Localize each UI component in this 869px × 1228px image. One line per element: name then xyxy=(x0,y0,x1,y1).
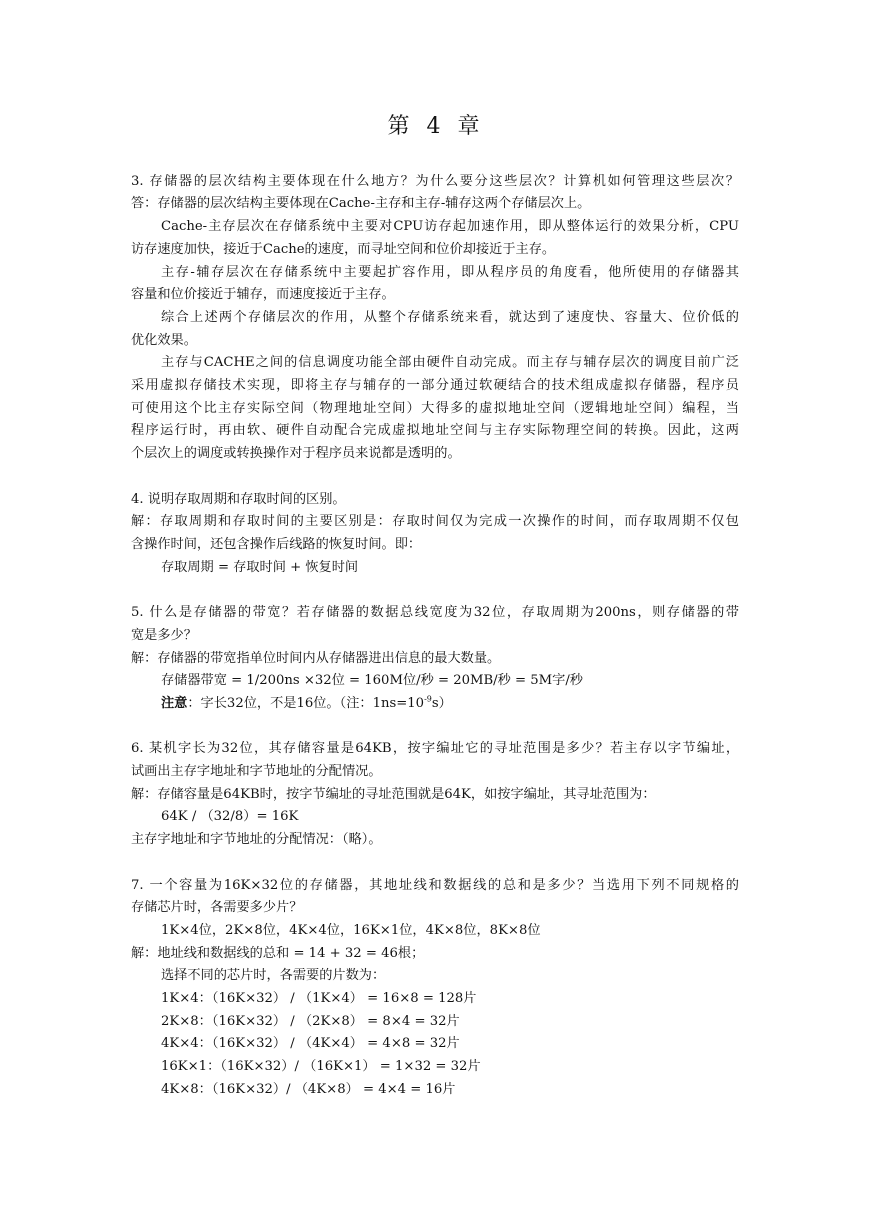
q3-paragraph-line: 访存速度加快，接近于Cache的速度，而寻址空间和位价却接近于主存。 xyxy=(131,242,556,257)
q3-paragraph-line: Cache-主存层次在存储系统中主要对CPU访存起加速作用，即从整体运行的效果分析，CPU xyxy=(161,219,739,234)
q3-paragraph-line: 综合上述两个存储层次的作用，从整个存储系统来看，就达到了速度快、容量大、位价低的 xyxy=(161,310,739,325)
q6-question: 6. 某机字长为32位，其存储容量是64KB，按字编址它的寻址范围是多少？若主存以字节编址， xyxy=(131,741,739,756)
q7-calc-line: 16K×1：（16K×32）/ （16K×1） = 1×32 = 32片 xyxy=(161,1059,481,1074)
q5-question: 5. 什么是存储器的带宽？若存储器的数据总线宽度为32位，存取周期为200ns，则存储器的带 xyxy=(131,605,739,620)
chapter-title: 第 4 章 xyxy=(387,114,482,139)
q4-formula: 存取周期 = 存取时间 + 恢复时间 xyxy=(161,560,359,575)
q7-question: 存储芯片时，各需要多少片？ xyxy=(131,900,303,915)
q6-formula: 64K / （32/8）= 16K xyxy=(161,809,299,824)
q3-paragraph-line: 主存与CACHE之间的信息调度功能全部由硬件自动完成。而主存与辅存层次的调度目前广泛 xyxy=(161,355,739,370)
q3-paragraph-line: 优化效果。 xyxy=(131,333,197,348)
q7-answer-line: 解：地址线和数据线的总和 = 14 + 32 = 46根； xyxy=(131,946,425,961)
q3-question: 3. 存储器的层次结构主要体现在什么地方？为什么要分这些层次？计算机如何管理这些层次？ xyxy=(131,174,739,189)
q7-answer-line: 选择不同的芯片时，各需要的片数为： xyxy=(161,968,386,983)
q5-note xyxy=(161,693,739,716)
q6-question: 试画出主存字地址和字节地址的分配情况。 xyxy=(131,764,382,779)
q4-question: 4. 说明存取周期和存取时间的区别。 xyxy=(131,492,346,507)
q5-note-exponent: -9 xyxy=(424,694,432,704)
q3-answer-intro: 答：存储器的层次结构主要体现在Cache-主存和主存-辅存这两个存储层次上。 xyxy=(131,196,591,211)
q7-question: 7. 一个容量为16K×32位的存储器，其地址线和数据线的总和是多少？当选用下列不同规格的 xyxy=(131,878,739,893)
q7-calc-line: 2K×8：（16K×32） / （2K×8） = 8×4 = 32片 xyxy=(161,1014,460,1029)
q5-note-text: ：字长32位，不是16位。（注：1ns=10 xyxy=(187,696,425,711)
q5-question: 宽是多少？ xyxy=(131,628,197,643)
q3-paragraph-line: 可使用这个比主存实际空间（物理地址空间）大得多的虚拟地址空间（逻辑地址空间）编程，当 xyxy=(131,401,739,416)
q6-answer-line: 主存字地址和字节地址的分配情况：（略）。 xyxy=(131,832,382,847)
q3-paragraph-line: 主存-辅存层次在存储系统中主要起扩容作用，即从程序员的角度看，他所使用的存储器其 xyxy=(161,265,739,280)
q7-chip-list: 1K×4位，2K×8位，4K×4位，16K×1位，4K×8位，8K×8位 xyxy=(161,923,541,938)
q3-paragraph-line: 容量和位价接近于辅存，而速度接近于主存。 xyxy=(131,287,395,302)
q5-note-label: 注意 xyxy=(161,696,188,711)
q4-answer-line: 解：存取周期和存取时间的主要区别是：存取时间仅为完成一次操作的时间，而存取周期不仅包 xyxy=(131,514,739,529)
q7-calc-line: 4K×8：（16K×32）/ （4K×8） = 4×4 = 16片 xyxy=(161,1082,456,1097)
q6-answer-line: 解：存储容量是64KB时，按字节编址的寻址范围就是64K，如按字编址，其寻址范围为： xyxy=(131,787,656,802)
q3-paragraph-line: 个层次上的调度或转换操作对于程序员来说都是透明的。 xyxy=(131,446,461,461)
q7-calc-line: 1K×4：（16K×32） / （1K×4） = 16×8 = 128片 xyxy=(161,991,477,1006)
q3-paragraph-line: 程序运行时，再由软、硬件自动配合完成虚拟地址空间与主存实际物理空间的转换。因此，这两 xyxy=(131,423,739,438)
q5-formula: 存储器带宽 = 1/200ns ×32位 = 160M位/秒 = 20MB/秒 = 5M字/秒 xyxy=(161,673,583,688)
q7-calc-line: 4K×4：（16K×32） / （4K×4） = 4×8 = 32片 xyxy=(161,1036,460,1051)
q5-answer-line: 解：存储器的带宽指单位时间内从存储器进出信息的最大数量。 xyxy=(131,651,501,666)
q5-note-end: s） xyxy=(431,696,452,711)
q4-answer-line: 含操作时间，还包含操作后线路的恢复时间。即： xyxy=(131,537,422,552)
q3-paragraph-line: 采用虚拟存储技术实现，即将主存与辅存的一部分通过软硬结合的技术组成虚拟存储器，程序员 xyxy=(131,378,739,393)
